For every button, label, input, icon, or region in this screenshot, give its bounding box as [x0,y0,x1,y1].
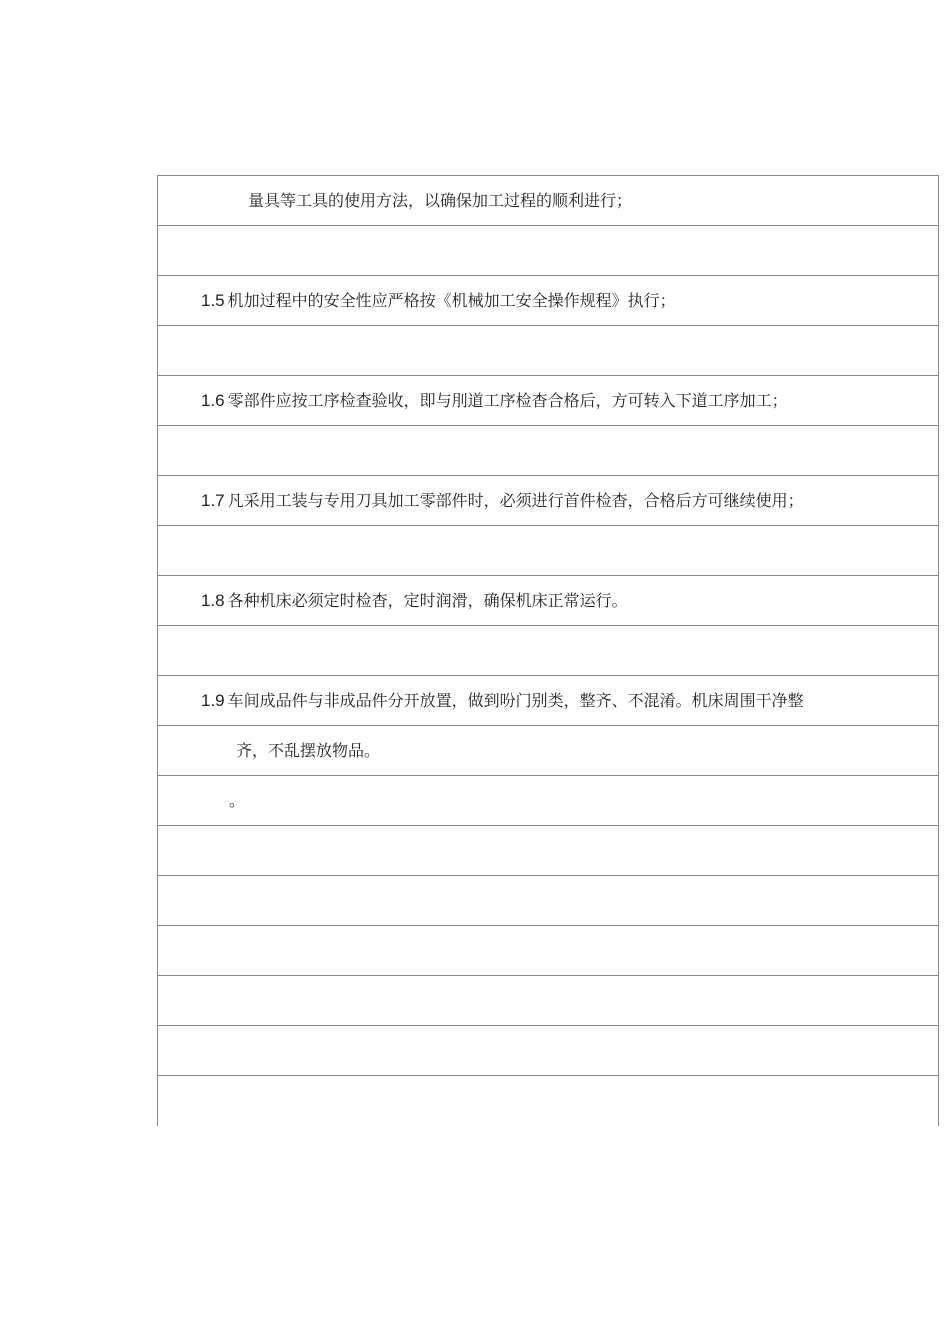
table-row [158,226,938,276]
clause-number: 1.7 [201,491,225,510]
clause-text: 车间成品件与非成品件分开放置，做到吩门别类，整齐、不混淆。机床周围干净整 [227,691,804,710]
table-row [158,426,938,476]
table-row [158,976,938,1026]
row-text [201,476,804,526]
clause-number: 1.6 [201,391,225,410]
table-row [158,476,938,526]
table-row [158,576,938,626]
table-row [158,626,938,676]
row-text [201,376,788,426]
table-row [158,676,938,726]
table-row [158,1026,938,1076]
row-text: 。 [229,791,246,810]
row-text: 量具等工具的使用方法，以确保加工过程的顺利进行； [248,191,633,210]
clause-text: 零部件应按工序检查验收，即与刖道工序检杳合格后，方可转入下道工序加工； [227,391,788,410]
table-row [158,876,938,926]
clause-text: 凡采用工装与专用刀具加工零部件时，必须进行首件检杳，合格后方可继续使用； [227,491,804,510]
clause-number: 1.9 [201,691,225,710]
clause-number: 1.5 [201,291,225,310]
clause-text: 机加过程中的安全性应严格按《机械加工安全操作规程》执行； [227,291,676,310]
table-row [158,826,938,876]
document-table [157,175,939,1126]
clause-number: 1.8 [201,591,225,610]
row-text [201,676,804,726]
table-row [158,926,938,976]
table-row [158,376,938,426]
table-row [158,726,938,776]
row-text [201,276,676,326]
table-row [158,176,938,226]
row-text [201,576,628,626]
table-row [158,1076,938,1126]
table-row [158,276,938,326]
table-row [158,526,938,576]
table-row [158,776,938,826]
clause-text: 各种机床必须定时检杳，定时润滑，确保机床正常运行。 [227,591,628,610]
row-text: 齐，不乱摆放物品。 [236,741,381,760]
table-row [158,326,938,376]
